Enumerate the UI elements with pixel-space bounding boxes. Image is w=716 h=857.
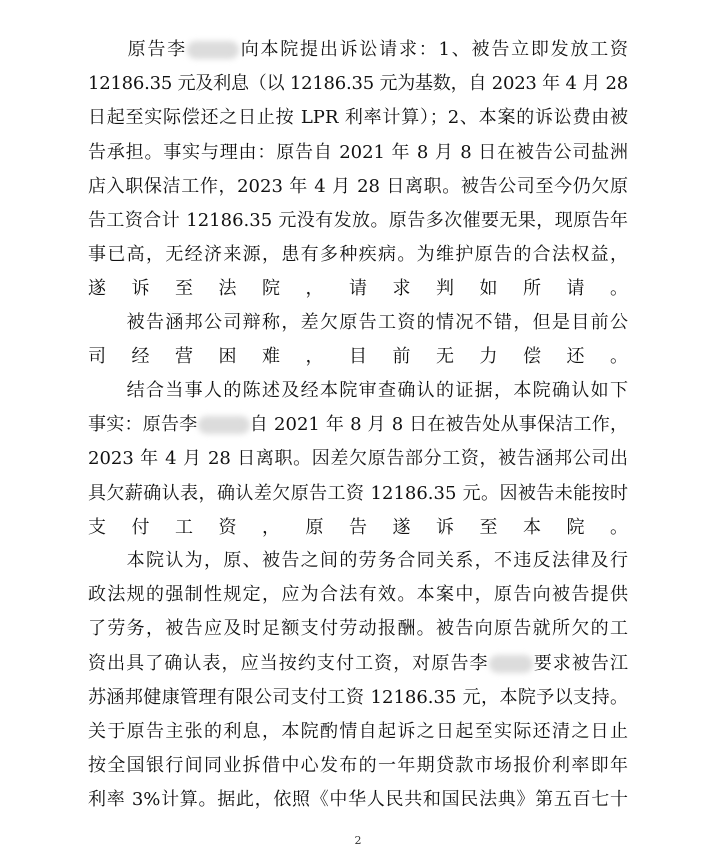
text-line: 了劳务，被告应及时足额支付劳动报酬。被告向原告就所欠的工 — [88, 618, 628, 640]
text-line: 苏涵邦健康管理有限公司支付工资 12186.35 元，本院予以支持。 — [88, 686, 628, 708]
page-number: 2 — [354, 834, 362, 847]
paragraph-court-opinion — [88, 544, 628, 818]
text-line: 利率 3%计算。据此，依照《中华人民共和国民法典》第五百七十 — [88, 789, 628, 811]
redacted-name — [187, 41, 239, 59]
text-line: 被告涵邦公司辩称，差欠原告工资的情况不错，但是目前公 — [88, 312, 628, 333]
redacted-name — [489, 655, 533, 673]
text-line: 12186.35 元及利息（以 12186.35 元为基数，自 2023 年 4 月 28 — [88, 73, 628, 95]
text-line: 司经营困难，目前无力偿还。 — [88, 346, 628, 368]
text-line: 政法规的强制性规定，应为合法有效。本案中，原告向被告提供 — [88, 584, 628, 606]
text-line: 具欠薪确认表，确认差欠原告工资 12186.35 元。因被告未能按时 — [88, 482, 628, 504]
text-line: 支付工资，原告遂诉至本院。 — [88, 516, 628, 538]
text-line: 关于原告主张的利息，本院酌情自起诉之日起至实际还清之日止 — [88, 721, 628, 743]
paragraph-defense — [88, 306, 628, 374]
text-line: 原告李 向本院提出诉讼请求：1、被告立即发放工资 — [88, 39, 629, 60]
redacted-name — [198, 416, 250, 434]
paragraph-claims — [88, 33, 628, 307]
text-line: 结合当事人的陈述及经本院审查确认的证据，本院确认如下 — [88, 380, 628, 401]
text-line: 日起至实际偿还之日止按 LPR 利率计算）；2、本案的诉讼费由被 — [88, 107, 628, 129]
text-line: 告承担。事实与理由：原告自 2021 年 8 月 8 日在被告公司盐洲 — [88, 141, 628, 163]
text-line: 按全国银行间同业拆借中心发布的一年期贷款市场报价利率即年 — [88, 755, 628, 777]
text-line: 本院认为，原、被告之间的劳务合同关系，不违反法律及行 — [88, 550, 628, 571]
text-line: 告工资合计 12186.35 元没有发放。原告多次催要无果，现原告年 — [88, 210, 628, 232]
text-line: 事已高，无经济来源，患有多种疾病。为维护原告的合法权益， — [88, 244, 628, 266]
text-line: 店入职保洁工作，2023 年 4 月 28 日离职。被告公司至今仍欠原 — [88, 175, 628, 197]
text-line: 遂诉至法院，请求判如所请。 — [88, 278, 628, 300]
paragraph-facts — [88, 374, 628, 545]
text-line: 事实：原告李 自 2021 年 8 月 8 日在被告处从事保洁工作， — [88, 414, 628, 436]
text-line: 资出具了确认表，应当按约支付工资，对原告李 要求被告江 — [88, 652, 629, 674]
text-line: 2023 年 4 月 28 日离职。因差欠原告部分工资，被告涵邦公司出 — [88, 448, 628, 470]
